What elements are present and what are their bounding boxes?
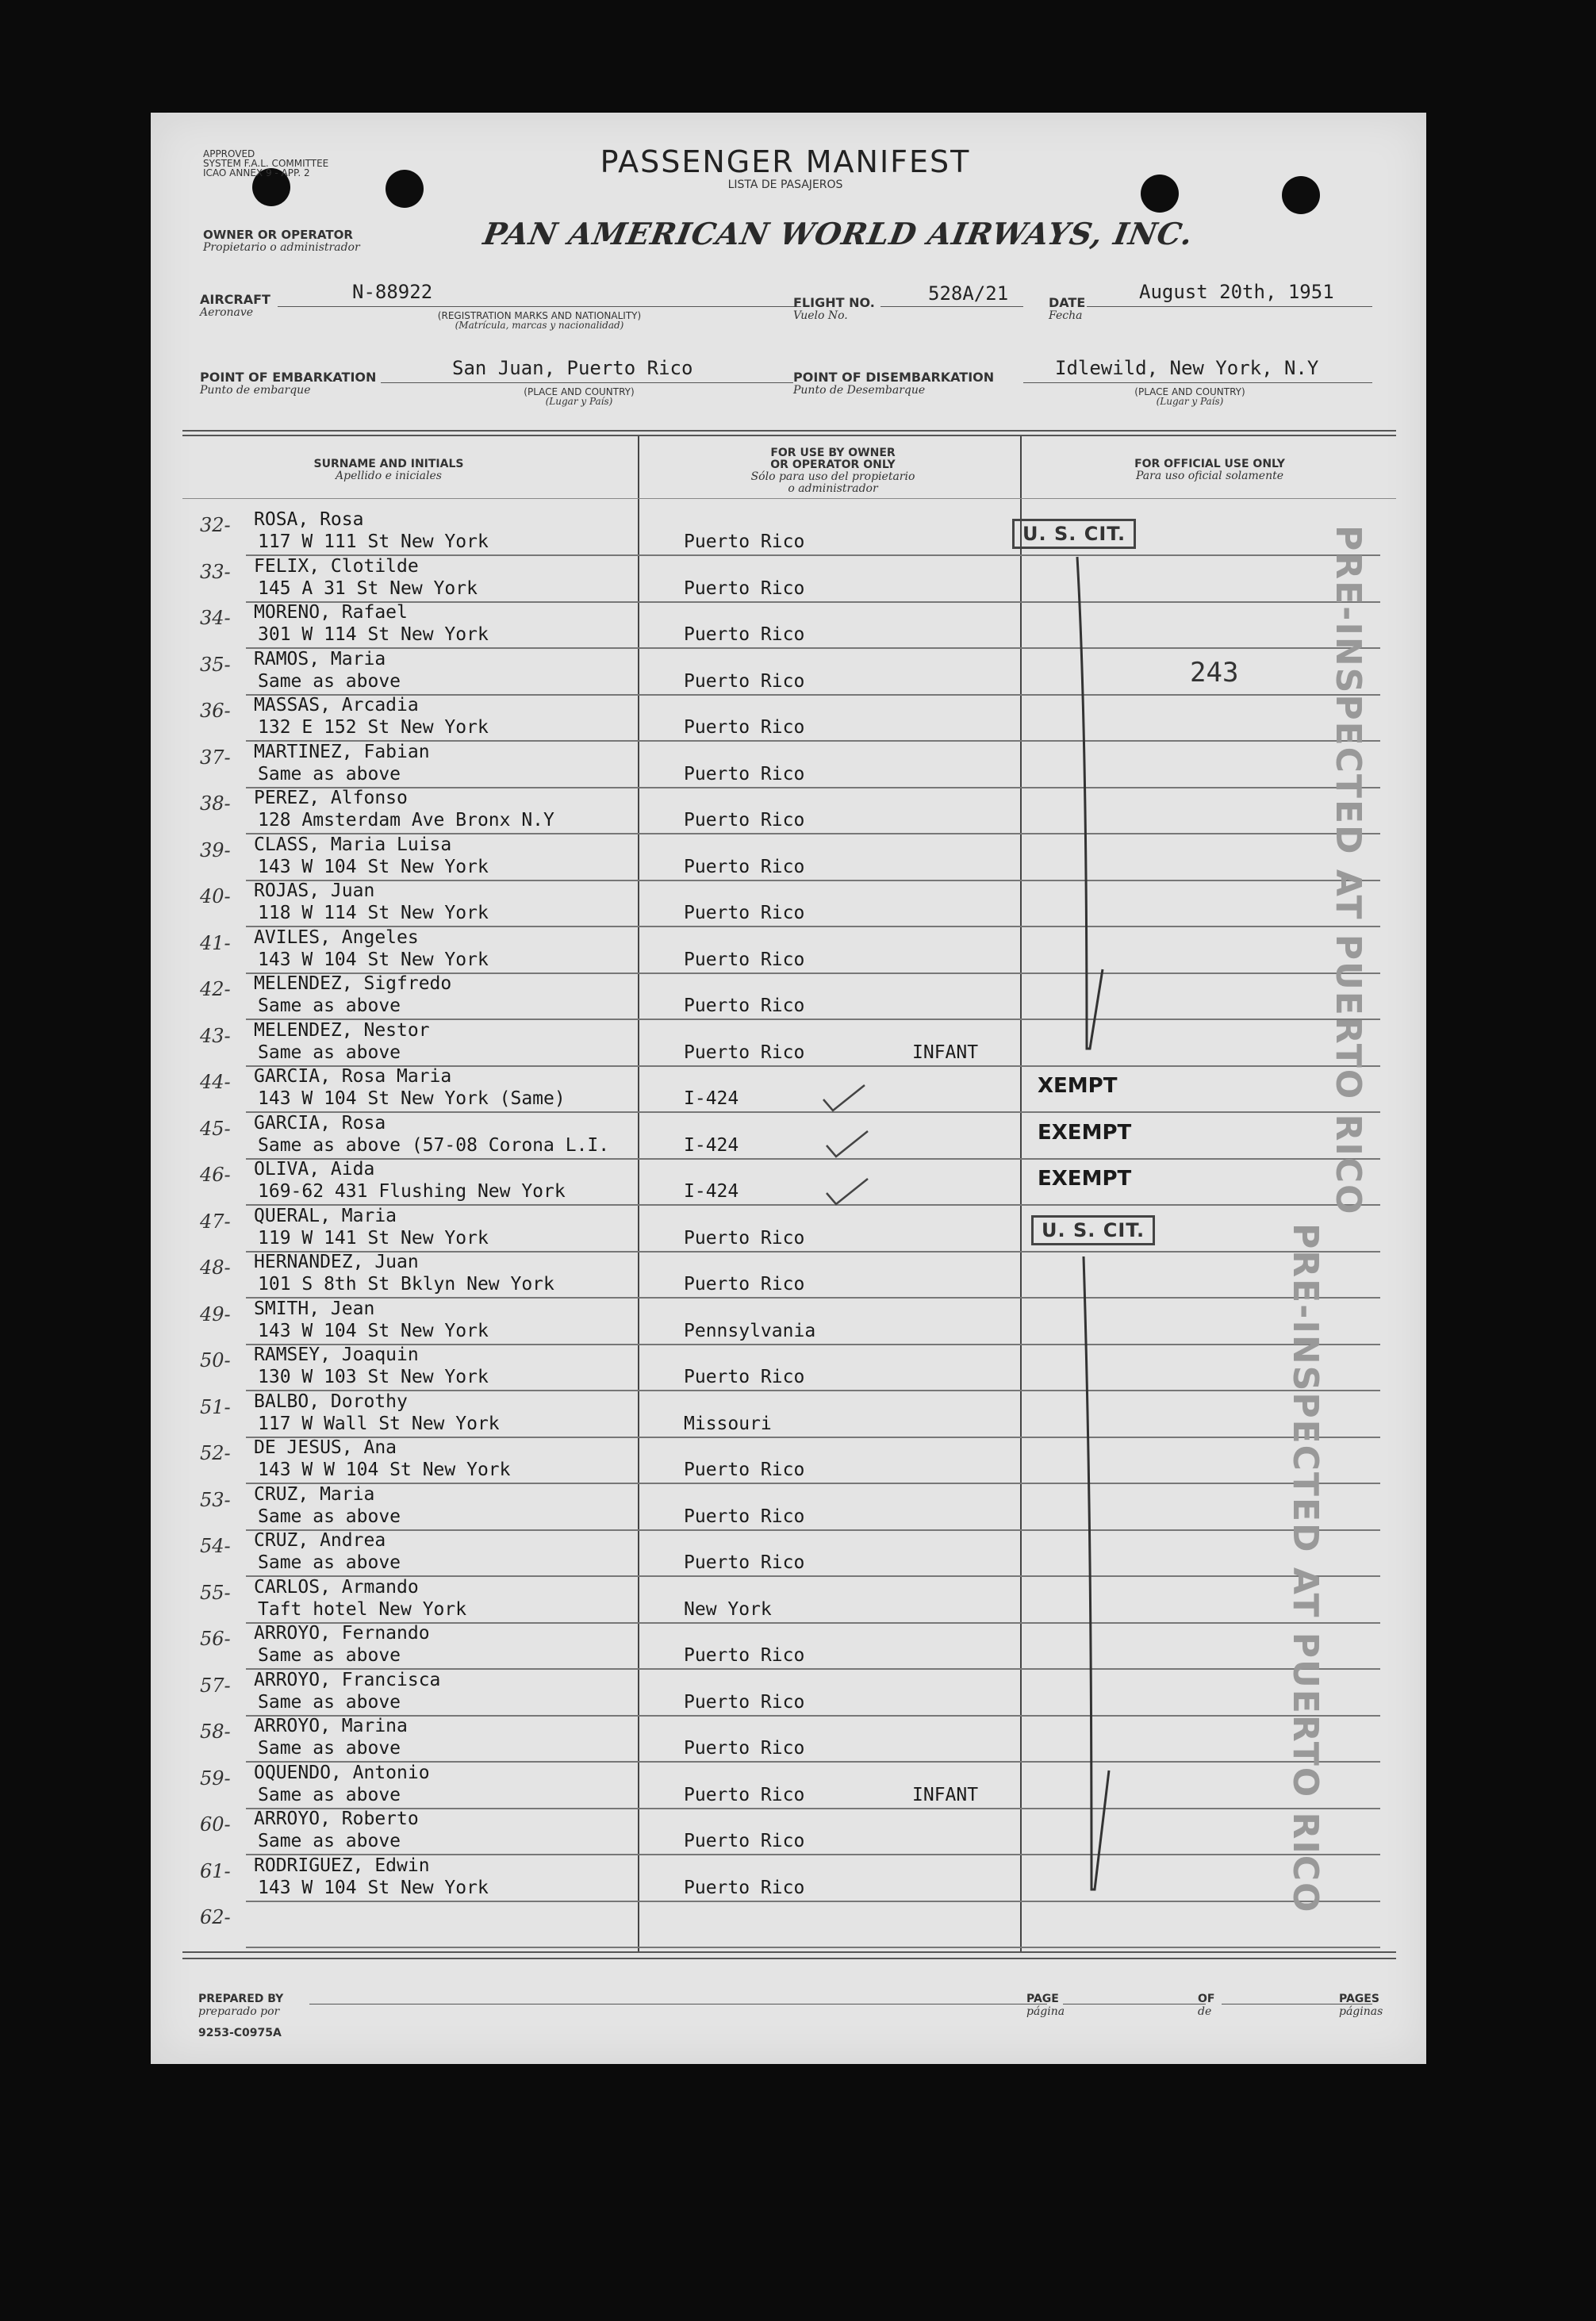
passenger-name: PEREZ, Alfonso: [254, 788, 408, 808]
owner-use-value: Puerto Rico: [684, 1552, 805, 1573]
official-exempt: XEMPT: [1038, 1074, 1118, 1098]
passenger-address: Same as above: [258, 1738, 401, 1759]
disembark-value: Idlewild, New York, N.Y: [1055, 357, 1319, 379]
prepared-by-es: preparado por: [198, 2005, 280, 2018]
passenger-name: MELENDEZ, Sigfredo: [254, 973, 452, 994]
pages-label-es: páginas: [1339, 2005, 1383, 2018]
aircraft-label-en: AIRCRAFT: [200, 292, 270, 307]
footer-top-rule: [182, 1951, 1396, 1953]
page-subtitle: LISTA DE PASAJEROS: [727, 178, 843, 191]
passenger-number: 41-: [200, 931, 231, 954]
passenger-address: 132 E 152 St New York: [258, 717, 489, 738]
flight-value: 528A/21: [928, 282, 1009, 305]
passenger-name: RAMSEY, Joaquin: [254, 1345, 419, 1365]
owner-use-value: Puerto Rico: [684, 810, 805, 831]
owner-use-value: I-424: [684, 1134, 739, 1156]
disembark-place-note-en: (PLACE AND COUNTRY): [1134, 386, 1245, 397]
passenger-address: Same as above: [258, 1042, 401, 1063]
owner-use-value: Puerto Rico: [684, 949, 805, 970]
passenger-name: MASSAS, Arcadia: [254, 695, 419, 715]
passenger-number: 38-: [200, 792, 231, 815]
passenger-address: Same as above: [258, 1691, 401, 1713]
passenger-name: GARCIA, Rosa Maria: [254, 1066, 452, 1087]
pre-inspected-stamp-2: PRE-INSPECTED AT PUERTO RICO: [1285, 1223, 1326, 1914]
passenger-name: BALBO, Dorothy: [254, 1391, 408, 1412]
passenger-address: 143 W 104 St New York: [258, 949, 489, 970]
prepared-by-en: PREPARED BY: [198, 1993, 284, 2005]
passenger-address: 143 W 104 St New York: [258, 1877, 489, 1898]
owner-use-value: Puerto Rico: [684, 1042, 805, 1063]
passenger-address: Same as above: [258, 1831, 401, 1851]
passenger-number: 48-: [200, 1256, 231, 1279]
owner-use-value: Puerto Rico: [684, 1460, 805, 1480]
embark-label-es: Punto de embarque: [200, 384, 311, 397]
owner-use-value: Puerto Rico: [684, 1877, 805, 1898]
owner-use-value: Puerto Rico: [684, 1691, 805, 1713]
passenger-address: 143 W 104 St New York: [258, 1320, 489, 1341]
registration-note-es: (Matrícula, marcas y nacionalidad): [455, 320, 624, 331]
owner-use-value: Puerto Rico: [684, 903, 805, 923]
passenger-name: FELIX, Clotilde: [254, 555, 419, 577]
passenger-name: OLIVA, Aida: [254, 1159, 375, 1180]
owner-use-value: Puerto Rico: [684, 1506, 805, 1527]
passenger-name: ARROYO, Roberto: [254, 1809, 419, 1829]
passenger-name: MORENO, Rafael: [254, 602, 408, 623]
embark-place-note-es: (Lugar y País): [545, 396, 613, 407]
tick-icon: [827, 1131, 868, 1157]
passenger-name: ROJAS, Juan: [254, 880, 375, 901]
page-title: PASSENGER MANIFEST: [600, 144, 971, 179]
passenger-address: Same as above: [258, 1784, 401, 1805]
owner-use-value: Puerto Rico: [684, 717, 805, 738]
passenger-name: RAMOS, Maria: [254, 648, 386, 669]
passenger-number: 47-: [200, 1210, 231, 1233]
passenger-address: 143 W 104 St New York: [258, 856, 489, 877]
handwritten-marks: [151, 113, 1426, 2064]
flight-label-en: FLIGHT NO.: [793, 295, 875, 310]
date-label-en: DATE: [1049, 295, 1086, 310]
passenger-address: 119 W 141 St New York: [258, 1227, 489, 1249]
passenger-number: 49-: [200, 1302, 231, 1325]
passenger-number: 34-: [200, 607, 231, 629]
passenger-address: Same as above: [258, 670, 401, 692]
tick-icon: [823, 1085, 865, 1111]
passenger-address: 128 Amsterdam Ave Bronx N.Y: [258, 810, 554, 831]
disembark-label-es: Punto de Desembarque: [793, 384, 926, 397]
passenger-address: 117 W 111 St New York: [258, 531, 489, 552]
embark-label-en: POINT OF EMBARKATION: [200, 370, 377, 385]
registration-note-en: (REGISTRATION MARKS AND NATIONALITY): [437, 310, 642, 321]
passenger-address: Same as above: [258, 1506, 401, 1527]
tick-icon: [827, 1179, 868, 1204]
passenger-name: DE JESUS, Ana: [254, 1437, 397, 1458]
passenger-number: 58-: [200, 1721, 231, 1743]
passenger-name: HERNANDEZ, Juan: [254, 1252, 419, 1272]
pages-label: [1339, 1993, 1383, 2018]
owner-use-value: Pennsylvania: [684, 1320, 816, 1341]
date-label-es: Fecha: [1049, 309, 1083, 322]
system-text: SYSTEM F.A.L. COMMITTEE: [203, 158, 329, 169]
passenger-name: SMITH, Jean: [254, 1298, 375, 1319]
passenger-number: 42-: [200, 978, 231, 1000]
passenger-number: 52-: [200, 1442, 231, 1464]
owner-use-value: Puerto Rico: [684, 1784, 805, 1805]
passenger-name: MELENDEZ, Nestor: [254, 1019, 430, 1041]
passenger-number: 60-: [200, 1813, 231, 1836]
passenger-number: 45-: [200, 1117, 231, 1140]
passenger-address: Same as above: [258, 763, 401, 785]
icao-text: ICAO ANNEX 9 - APP. 2: [203, 167, 310, 178]
owner-use-value: Puerto Rico: [684, 1227, 805, 1249]
official-exempt: EXEMPT: [1038, 1120, 1132, 1145]
passenger-number: 44-: [200, 1071, 231, 1093]
passenger-address: 130 W 103 St New York: [258, 1367, 489, 1387]
aircraft-value: N-88922: [352, 281, 433, 303]
passenger-number: 43-: [200, 1024, 231, 1047]
col-owner-line2: OR OPERATOR ONLY: [770, 458, 896, 471]
owner-use-value: Puerto Rico: [684, 1831, 805, 1851]
owner-use-value: Puerto Rico: [684, 1645, 805, 1666]
company-name: PAN AMERICAN WORLD AIRWAYS, INC.: [481, 216, 1196, 251]
official-exempt: EXEMPT: [1038, 1167, 1132, 1191]
owner-use-value: Puerto Rico: [684, 996, 805, 1016]
passenger-address: Same as above: [258, 996, 401, 1016]
passenger-name: GARCIA, Rosa: [254, 1112, 386, 1134]
passenger-number: 59-: [200, 1767, 231, 1790]
us-cit-stamp: U. S. CIT.: [1012, 519, 1136, 549]
passenger-name: CARLOS, Armando: [254, 1576, 419, 1598]
passenger-number: 61-: [200, 1859, 231, 1882]
passenger-name: ROSA, Rosa: [254, 509, 364, 530]
passenger-address: 145 A 31 St New York: [258, 577, 478, 599]
owner-use-value: I-424: [684, 1181, 739, 1202]
owner-use-value: Puerto Rico: [684, 531, 805, 552]
page-label: [1026, 1993, 1065, 2018]
prepared-by-label: [198, 1993, 283, 2018]
page-label-en: PAGE: [1026, 1993, 1059, 2005]
passenger-address: 169-62 431 Flushing New York: [258, 1181, 566, 1202]
passenger-number: 53-: [200, 1488, 231, 1511]
passenger-number: 57-: [200, 1674, 231, 1697]
passenger-address: Same as above (57-08 Corona L.I.: [258, 1134, 610, 1156]
passenger-address: 118 W 114 St New York: [258, 903, 489, 923]
owner-use-value: Puerto Rico: [684, 624, 805, 645]
flight-label-es: Vuelo No.: [793, 309, 848, 322]
col-owner-es-line1: Sólo para uso del propietario: [750, 470, 915, 483]
col-surname-en: SURNAME AND INITIALS: [313, 458, 464, 470]
owner-use-value: Puerto Rico: [684, 856, 805, 877]
pages-label-en: PAGES: [1339, 1993, 1379, 2005]
passenger-number: 55-: [200, 1581, 231, 1604]
passenger-number: 39-: [200, 838, 231, 861]
owner-use-value: Puerto Rico: [684, 763, 805, 785]
passenger-address: 301 W 114 St New York: [258, 624, 489, 645]
passenger-name: QUERAL, Maria: [254, 1205, 397, 1226]
passenger-address: Same as above: [258, 1552, 401, 1573]
owner-use-value: Puerto Rico: [684, 670, 805, 692]
page-label-es: página: [1026, 2005, 1065, 2018]
aircraft-label-es: Aeronave: [200, 306, 254, 319]
passenger-number: 46-: [200, 1164, 231, 1186]
passenger-number: 56-: [200, 1628, 231, 1650]
passenger-number: 33-: [200, 560, 231, 583]
col-surname-es: Apellido e iniciales: [336, 470, 442, 482]
passenger-number: 35-: [200, 653, 231, 676]
date-value: August 20th, 1951: [1139, 281, 1334, 303]
passenger-number: 51-: [200, 1395, 231, 1418]
passenger-name: MARTINEZ, Fabian: [254, 741, 430, 762]
owner-label-es: Propietario o administrador: [203, 241, 360, 254]
owner-label-en: OWNER OR OPERATOR: [203, 228, 353, 242]
passenger-number: 40-: [200, 885, 231, 907]
passenger-name: ARROYO, Marina: [254, 1716, 408, 1736]
footer-top-rule-2: [182, 1958, 1396, 1959]
of-label: [1198, 1993, 1214, 2018]
passenger-number: 37-: [200, 746, 231, 769]
infant-note: INFANT: [912, 1042, 979, 1063]
pre-inspected-stamp: PRE-INSPECTED AT PUERTO RICO: [1328, 525, 1368, 1216]
check-mark-line-2: [1084, 1256, 1109, 1889]
form-number: 9253-C0975A: [198, 2027, 282, 2039]
passenger-name: ARROYO, Fernando: [254, 1623, 430, 1644]
manifest-sheet: [151, 113, 1426, 2064]
passenger-name: AVILES, Angeles: [254, 926, 419, 948]
passenger-address: Taft hotel New York: [258, 1598, 467, 1620]
col-official-en: FOR OFFICIAL USE ONLY: [1134, 458, 1285, 470]
passenger-address: 101 S 8th St Bklyn New York: [258, 1274, 554, 1295]
owner-use-value: Missouri: [684, 1413, 772, 1434]
passenger-address: 143 W W 104 St New York: [258, 1460, 511, 1480]
embark-value: San Juan, Puerto Rico: [452, 357, 693, 379]
passenger-number: 32-: [200, 514, 231, 536]
official-count: 243: [1190, 657, 1239, 689]
passenger-name: CRUZ, Maria: [254, 1483, 375, 1505]
passenger-address: 117 W Wall St New York: [258, 1413, 500, 1434]
passenger-name: RODRIGUEZ, Edwin: [254, 1855, 430, 1876]
owner-use-value: Puerto Rico: [684, 1367, 805, 1387]
disembark-place-note-es: (Lugar y País): [1156, 396, 1224, 407]
passenger-name: ARROYO, Francisca: [254, 1669, 441, 1690]
approved-text: APPROVED: [203, 148, 255, 159]
owner-use-value: Puerto Rico: [684, 1274, 805, 1295]
infant-note: INFANT: [912, 1784, 979, 1805]
owner-use-value: Puerto Rico: [684, 1738, 805, 1759]
passenger-name: OQUENDO, Antonio: [254, 1762, 430, 1783]
owner-use-value: Puerto Rico: [684, 577, 805, 599]
passenger-name: CLASS, Maria Luisa: [254, 834, 452, 855]
col-owner-line1: FOR USE BY OWNER: [770, 447, 896, 459]
embark-place-note-en: (PLACE AND COUNTRY): [524, 386, 635, 397]
of-label-es: de: [1198, 2005, 1212, 2018]
of-label-en: OF: [1198, 1993, 1215, 2005]
us-cit-stamp-2: U. S. CIT.: [1031, 1215, 1155, 1245]
disembark-label-en: POINT OF DISEMBARKATION: [793, 370, 995, 385]
passenger-number: 50-: [200, 1349, 231, 1372]
owner-use-value: I-424: [684, 1088, 739, 1109]
check-mark-line: [1077, 557, 1103, 1049]
col-owner-es-line2: o administrador: [788, 482, 878, 495]
passenger-address: 143 W 104 St New York (Same): [258, 1088, 566, 1109]
col-official-es: Para uso oficial solamente: [1136, 470, 1283, 482]
passenger-number: 36-: [200, 700, 231, 722]
passenger-number: 62-: [200, 1906, 231, 1928]
passenger-number: 54-: [200, 1535, 231, 1557]
owner-use-value: New York: [684, 1598, 772, 1620]
passenger-name: CRUZ, Andrea: [254, 1530, 386, 1551]
passenger-address: Same as above: [258, 1645, 401, 1666]
